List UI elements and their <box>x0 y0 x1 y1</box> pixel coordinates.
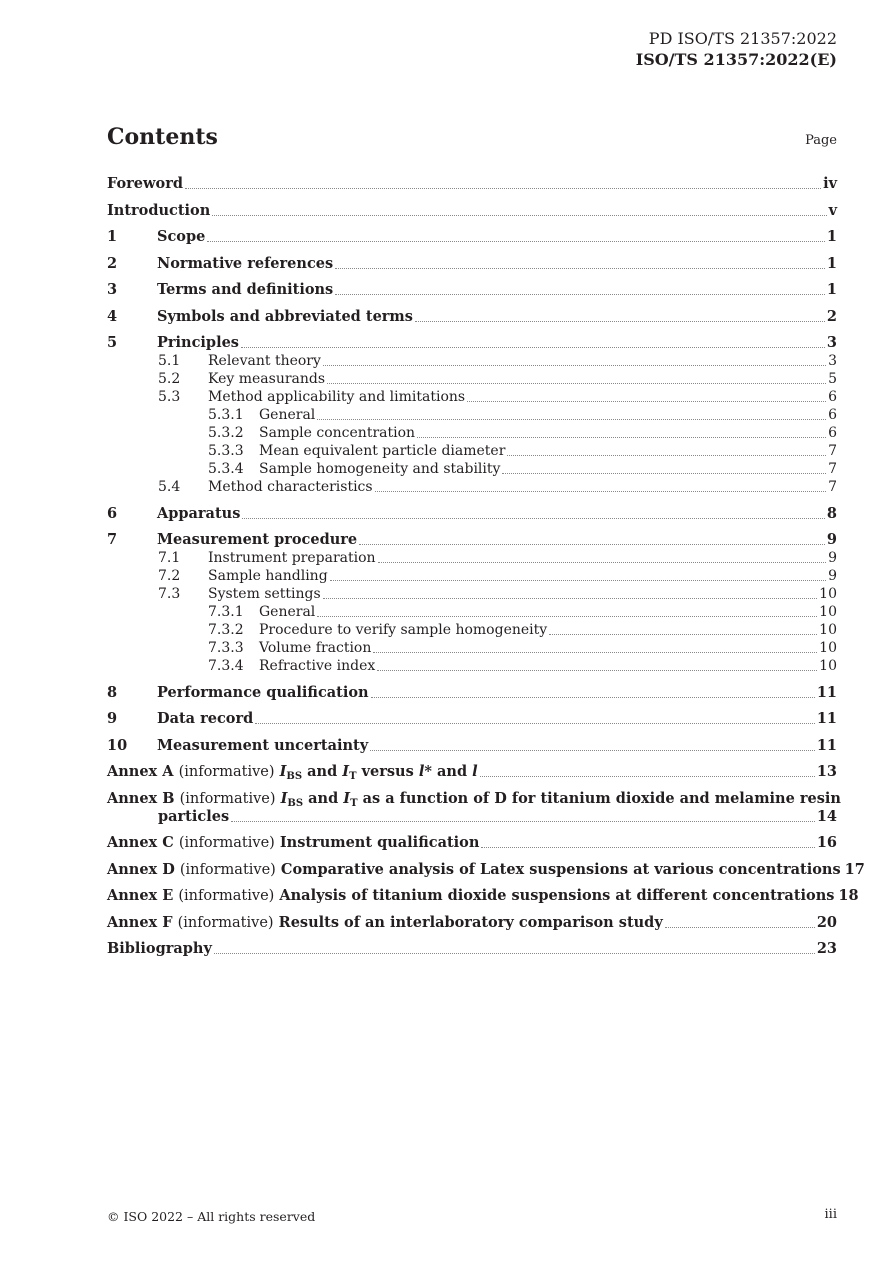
toc-entry-volume-fraction[interactable]: 7.3.3 Volume fraction 10 <box>208 640 837 656</box>
toc-section-number: 5.3.4 <box>208 461 244 477</box>
toc-entry-refractive-index[interactable]: 7.3.4 Refractive index 10 <box>208 658 837 674</box>
toc-entry-annex-b[interactable]: Annex B (informative) $I_{BS}$ and $I_T$ as a function of D for titanium dioxide and melamine resin <box>107 789 841 809</box>
toc-page-number: 1 <box>826 228 837 245</box>
dot-leader <box>212 214 826 216</box>
toc-entry-sample-homogeneity[interactable]: 5.3.4 Sample homogeneity and stability 7 <box>208 461 837 477</box>
toc-page-number: 10 <box>819 658 837 674</box>
toc-entry-performance-qualification[interactable]: 8 Performance qualification 11 <box>107 683 837 701</box>
toc-entry-introduction[interactable]: Introduction v <box>107 201 837 219</box>
toc-section-number: 5.3 <box>158 389 181 405</box>
toc-page-number: 1 <box>826 254 837 272</box>
dot-leader <box>255 722 815 724</box>
toc-page-number: 18 <box>838 887 859 904</box>
toc-page-number: 11 <box>816 710 837 727</box>
toc-entry-general-7-3-1[interactable]: 7.3.1 General 10 <box>208 604 837 620</box>
toc-page-number: 17 <box>844 860 865 878</box>
table-of-contents <box>107 175 865 958</box>
toc-entry-annex-b-continued[interactable]: particles 14 <box>158 807 837 825</box>
toc-entry-system-settings[interactable]: 7.3 System settings 10 <box>158 586 837 602</box>
toc-entry-measurement-procedure[interactable]: 7 Measurement procedure 9 <box>107 531 837 548</box>
toc-page-number: 20 <box>816 913 837 931</box>
toc-entry-key-measurands[interactable]: 5.2 Key measurands 5 <box>158 371 837 387</box>
toc-entry-relevant-theory[interactable]: 5.1 Relevant theory 3 <box>158 353 837 369</box>
toc-entry-symbols[interactable]: 4 Symbols and abbreviated terms 2 <box>107 307 837 325</box>
toc-section-number: 7.1 <box>158 550 181 566</box>
toc-entry-normative-references[interactable]: 2 Normative references 1 <box>107 254 837 272</box>
toc-page-number: 16 <box>816 834 837 851</box>
document-id: PD ISO/TS 21357:2022 <box>648 29 837 48</box>
toc-page-number: 9 <box>828 550 837 566</box>
page-column-label: Page <box>805 133 837 148</box>
toc-entry-method-applicability[interactable]: 5.3 Method applicability and limitations 6 <box>158 389 837 405</box>
toc-entry-data-record[interactable]: 9 Data record 11 <box>107 710 837 727</box>
toc-entry-general-5-3-1[interactable]: 5.3.1 General 6 <box>208 407 837 423</box>
toc-page-number: 10 <box>819 586 837 602</box>
dot-leader <box>207 240 825 242</box>
toc-page-number: 8 <box>826 504 837 522</box>
toc-entry-annex-e[interactable]: Annex E (informative) Analysis of titanium dioxide suspensions at different concentrations 18 <box>107 887 859 904</box>
toc-entry-sample-concentration[interactable]: 5.3.2 Sample concentration 6 <box>208 425 837 441</box>
toc-entry-method-characteristics[interactable]: 5.4 Method characteristics 7 <box>158 479 837 495</box>
toc-section-number: 9 <box>107 710 118 727</box>
toc-page-number: v <box>828 201 837 219</box>
toc-page-number: 11 <box>816 683 837 701</box>
dot-leader <box>373 651 817 653</box>
toc-entry-verify-homogeneity[interactable]: 7.3.2 Procedure to verify sample homogeneity 10 <box>208 622 837 638</box>
dot-leader <box>317 418 826 420</box>
toc-page-number: 1 <box>826 281 837 298</box>
dot-leader <box>185 187 821 189</box>
toc-section-number: 5.3.1 <box>208 407 244 423</box>
dot-leader <box>480 775 815 777</box>
toc-entry-apparatus[interactable]: 6 Apparatus 8 <box>107 504 837 522</box>
dot-leader <box>415 320 825 322</box>
page-number: iii <box>824 1207 837 1222</box>
toc-section-number: 10 <box>107 736 128 754</box>
toc-entry-annex-d[interactable]: Annex D (informative) Comparative analysis of Latex suspensions at various concentrations 17 <box>107 860 865 878</box>
dot-leader <box>370 749 815 751</box>
toc-entry-annex-a[interactable]: Annex A (informative) $I_{BS}$ and $I_T$ versus l* and l 13 <box>107 763 837 782</box>
document-id-edition: ISO/TS 21357:2022(E) <box>635 50 837 69</box>
toc-section-number: 6 <box>107 504 118 522</box>
dot-leader <box>323 364 826 366</box>
dot-leader <box>502 472 826 474</box>
toc-entry-annex-f[interactable]: Annex F (informative) Results of an interlaboratory comparison study 20 <box>107 913 837 931</box>
toc-section-number: 4 <box>107 307 118 325</box>
dot-leader <box>507 454 826 456</box>
toc-entry-terms-definitions[interactable]: 3 Terms and definitions 1 <box>107 281 837 298</box>
dot-leader <box>371 696 815 698</box>
dot-leader <box>241 346 825 348</box>
dot-leader <box>549 633 817 635</box>
toc-section-number: 5.1 <box>158 353 181 369</box>
toc-section-number: 8 <box>107 683 118 701</box>
dot-leader <box>377 669 817 671</box>
dot-leader <box>665 926 815 928</box>
dot-leader <box>327 382 826 384</box>
dot-leader <box>231 820 815 822</box>
toc-section-number: 5.4 <box>158 479 181 495</box>
dot-leader <box>335 293 825 295</box>
toc-section-number: 3 <box>107 281 118 298</box>
toc-page-number: 10 <box>819 640 837 656</box>
toc-page-number: 6 <box>828 425 837 441</box>
toc-page-number: 7 <box>828 461 837 477</box>
toc-entry-sample-handling[interactable]: 7.2 Sample handling 9 <box>158 568 837 584</box>
toc-section-number: 1 <box>107 228 118 245</box>
toc-page-number: 23 <box>816 940 837 957</box>
toc-page-number: 6 <box>828 407 837 423</box>
dot-leader <box>378 561 827 563</box>
dot-leader <box>330 579 826 581</box>
toc-page-number: 7 <box>828 443 837 459</box>
toc-section-number: 7.3.4 <box>208 658 244 674</box>
toc-section-number: 7.3.1 <box>208 604 244 620</box>
toc-page-number: 2 <box>826 307 837 325</box>
toc-section-number: 7.2 <box>158 568 181 584</box>
toc-page-number: 9 <box>826 531 837 548</box>
toc-page-number: 7 <box>828 479 837 495</box>
toc-entry-annex-c[interactable]: Annex C (informative) Instrument qualification 16 <box>107 834 837 851</box>
page-title: Contents <box>107 124 218 150</box>
toc-section-number: 5.3.3 <box>208 443 244 459</box>
dot-leader <box>317 615 817 617</box>
dot-leader <box>323 597 817 599</box>
toc-page-number: 6 <box>828 389 837 405</box>
toc-page-number: 14 <box>816 807 837 825</box>
toc-section-number: 7.3 <box>158 586 181 602</box>
dot-leader <box>242 517 825 519</box>
toc-page-number: 3 <box>826 334 837 351</box>
dot-leader <box>481 846 814 848</box>
dot-leader <box>467 400 826 402</box>
dot-leader <box>359 543 825 545</box>
toc-page-number: 10 <box>819 604 837 620</box>
toc-page-number: 11 <box>816 736 837 754</box>
toc-entry-instrument-preparation[interactable]: 7.1 Instrument preparation 9 <box>158 550 837 566</box>
toc-entry-bibliography[interactable]: Bibliography 23 <box>107 940 837 957</box>
toc-section-number: 5.2 <box>158 371 181 387</box>
dot-leader <box>214 952 815 954</box>
dot-leader <box>335 267 825 269</box>
toc-section-number: 5.3.2 <box>208 425 244 441</box>
toc-entry-mean-diameter[interactable]: 5.3.3 Mean equivalent particle diameter 7 <box>208 443 837 459</box>
toc-section-number: 7.3.2 <box>208 622 244 638</box>
copyright-notice: © ISO 2022 – All rights reserved <box>107 1209 316 1224</box>
toc-page-number: 10 <box>819 622 837 638</box>
dot-leader <box>375 490 826 492</box>
toc-page-number: iv <box>823 175 837 192</box>
toc-section-number: 7.3.3 <box>208 640 244 656</box>
toc-entry-measurement-uncertainty[interactable]: 10 Measurement uncertainty 11 <box>107 736 837 754</box>
dot-leader <box>417 436 826 438</box>
toc-page-number: 13 <box>816 763 837 780</box>
toc-page-number: 9 <box>828 568 837 584</box>
toc-page-number: 3 <box>828 353 837 369</box>
toc-entry-foreword[interactable]: Foreword iv <box>107 175 837 192</box>
toc-section-number: 7 <box>107 531 118 548</box>
toc-entry-principles[interactable]: 5 Principles 3 <box>107 334 837 351</box>
toc-page-number: 5 <box>828 371 837 387</box>
toc-section-number: 5 <box>107 334 118 351</box>
toc-section-number: 2 <box>107 254 118 272</box>
toc-entry-scope[interactable]: 1 Scope 1 <box>107 228 837 245</box>
